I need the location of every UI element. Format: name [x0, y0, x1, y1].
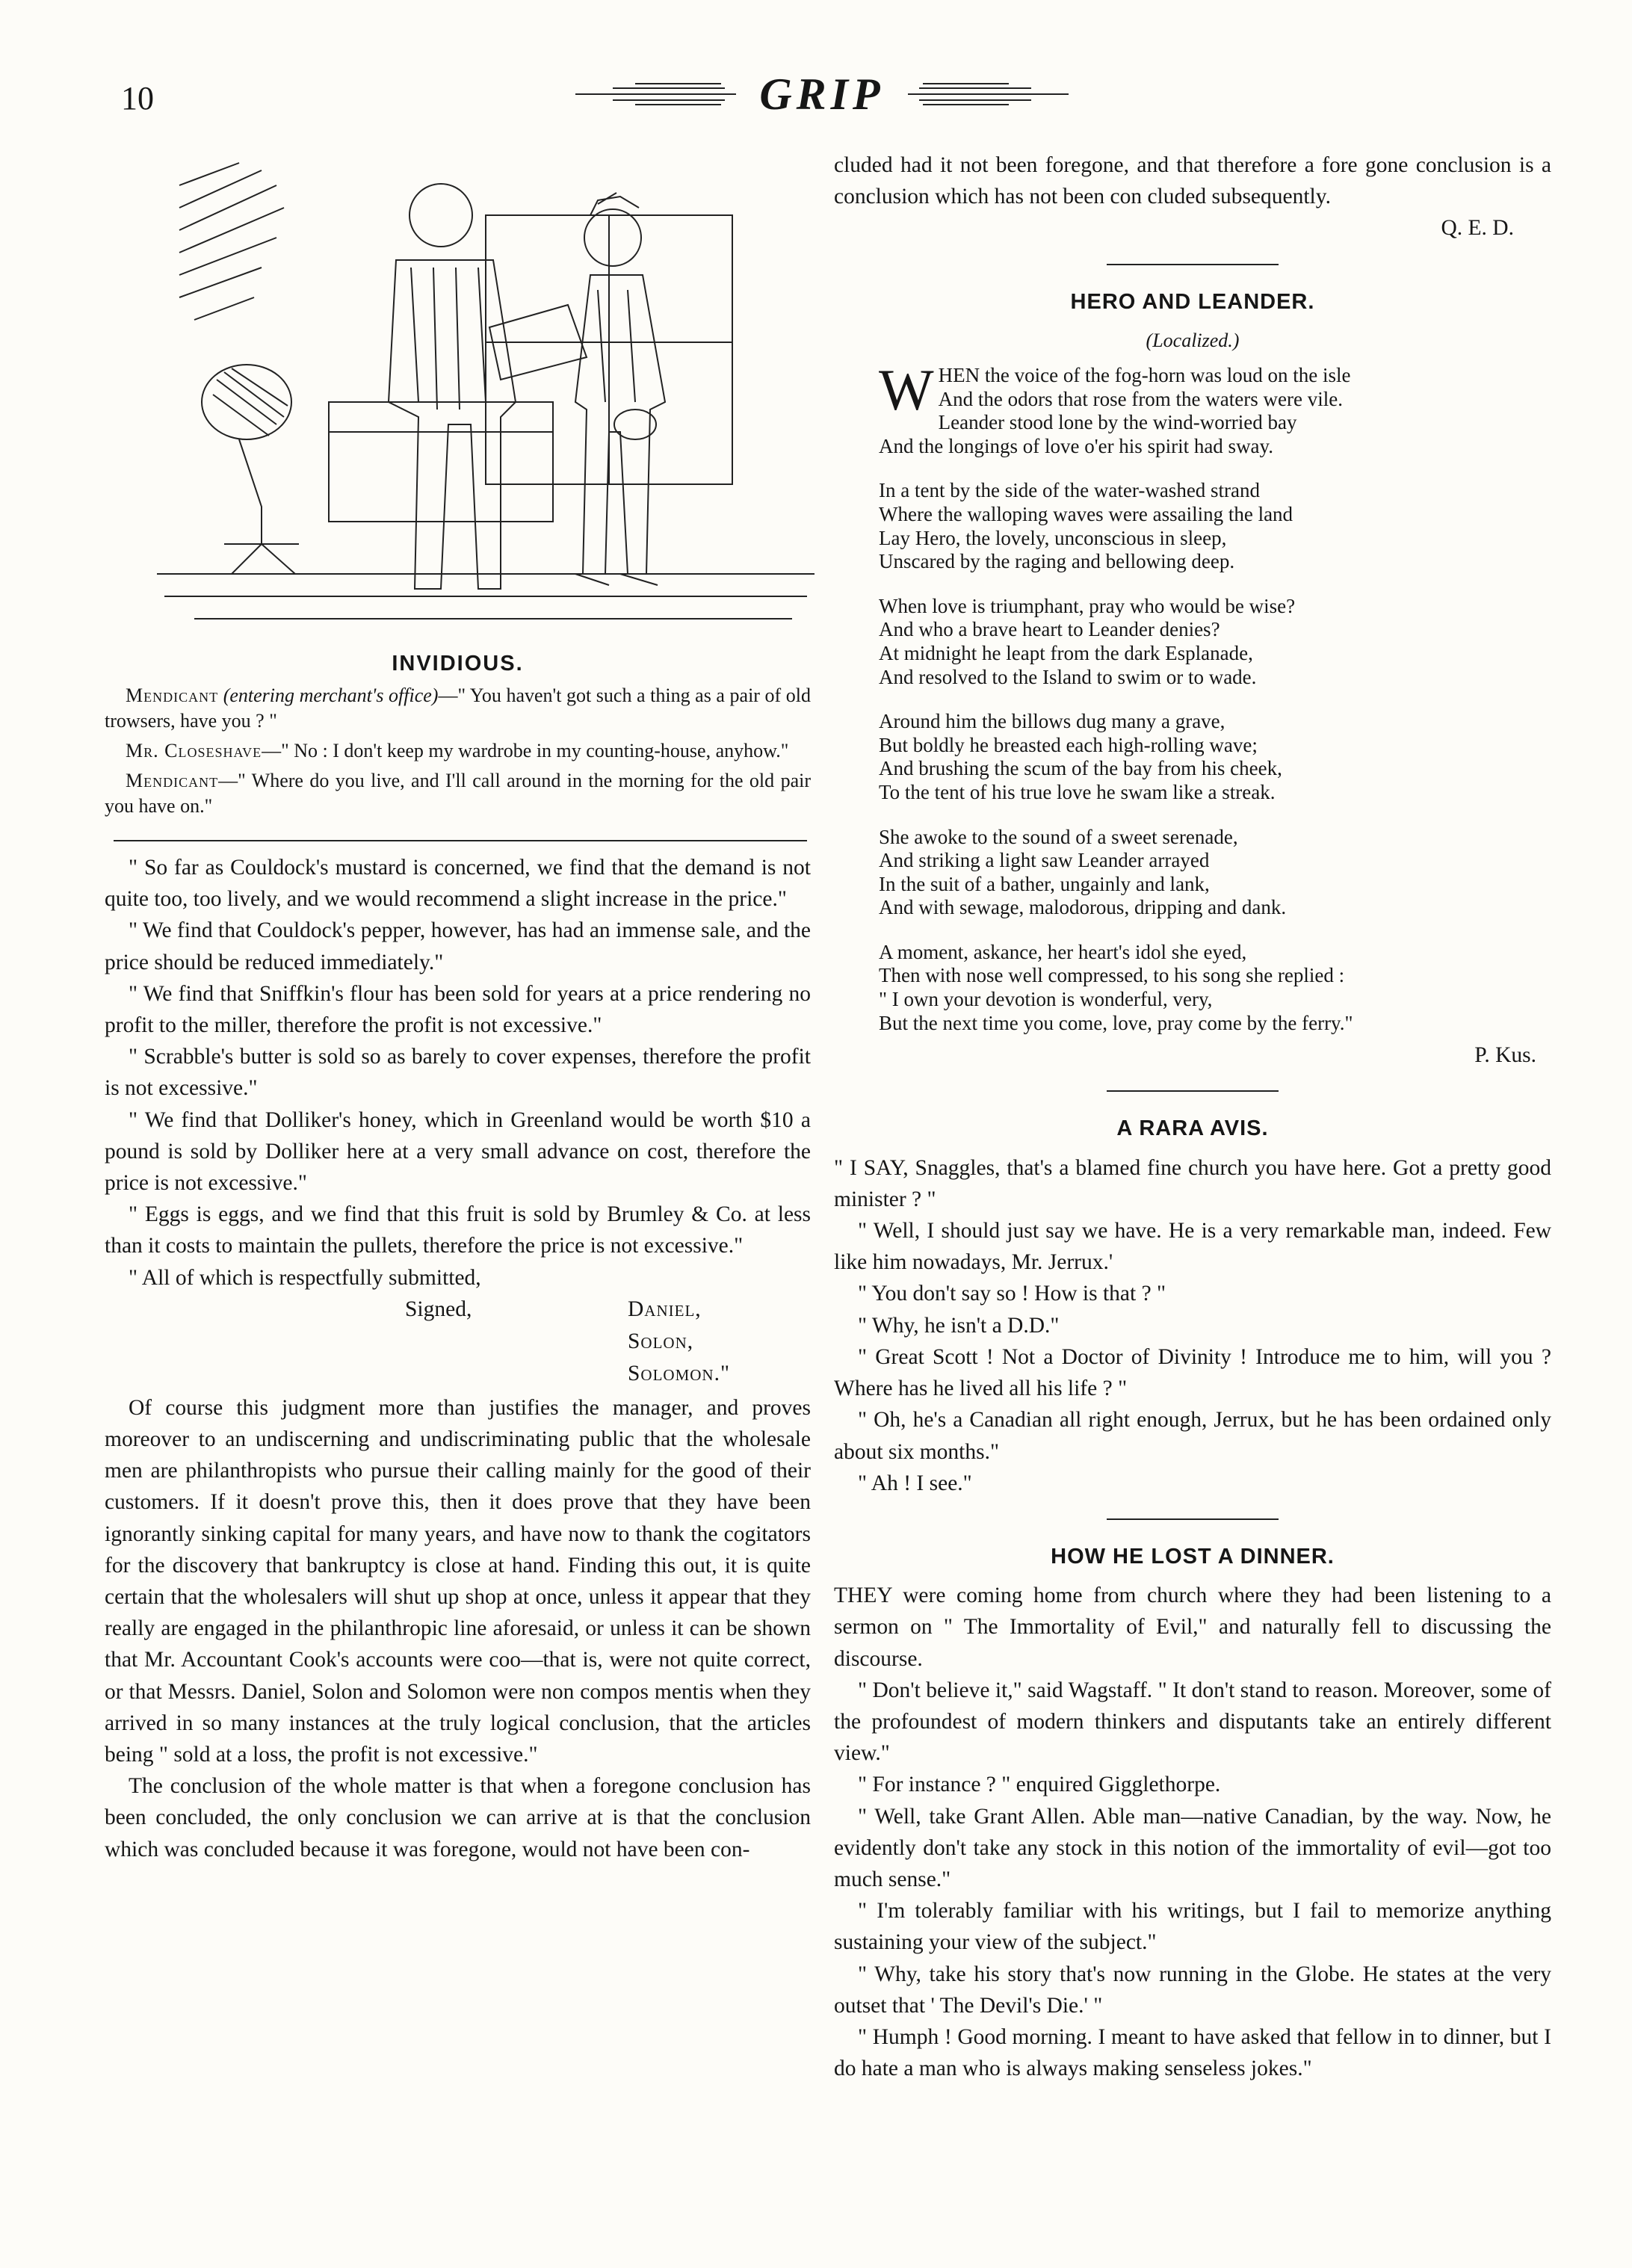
poem-line: Lay Hero, the lovely, unconscious in sleep, — [879, 526, 1227, 549]
poem-line: At midnight he leapt from the dark Esplanade, — [879, 641, 1253, 664]
poem-stanza — [879, 357, 1551, 458]
poem-line: A moment, askance, her heart's idol she eyed, — [879, 940, 1247, 963]
article-paragraph: " We find that Dolliker's honey, which in Greenland would be worth $10 a pound is sold by Dolliker here at a very small advance on cost, therefore the price is not excessive." — [105, 1107, 811, 1196]
article-paragraph: Of course this judgment more than justifies the manager, and proves moreover to an undiscerning and undiscriminating public that the wholesale men are philanthropists who pursue their calling mainly for the good of their customers. If it doesn't prove this, then it does prove that they have been ignorantly sinking capital for many years, and have now to thank the cogitators for the discovery that bankruptcy is close at hand. Finding this out, it is quite certain that the wholesalers will shut up shop at once, unless it appear that they really are engaged in the philanthropic line aforesaid, or unless it can be shown that Mr. Accountant Cook's accounts were coo—that is, were not quite correct, or that Messrs. Daniel, Solon and Solomon were non compos mentis when they arrived in so many instances at the truly logical conclusion, that the articles being " sold at a loss, the profit is not excessive." — [105, 1395, 811, 1767]
article-paragraph: " Scrabble's butter is sold so as barely to cover expenses, therefore the profit is not excessive." — [105, 1045, 811, 1101]
dinner-paragraph: " Why, take his story that's now running in the Globe. He states at the very outset that ' The Devil's Die.' " — [834, 1962, 1551, 2018]
continuation-paragraph: cluded had it not been foregone, and that therefore a fore gone conclusion is a conclusion which has not been con cluded subsequently. — [834, 153, 1551, 209]
hero-title: HERO AND LEANDER. — [1070, 289, 1315, 314]
dinner-paragraph: " For instance ? " enquired Gigglethorpe. — [858, 1773, 1221, 1797]
poem-line: In the suit of a bather, ungainly and lank, — [879, 872, 1210, 895]
article-paragraph: " Eggs is eggs, and we find that this fruit is sold by Brumley & Co. at less than it costs to maintain the pullets, therefore the price is not excessive." — [105, 1202, 811, 1258]
poem-line: And the odors that rose from the waters were vile. — [938, 387, 1343, 410]
dinner-paragraph: " I'm tolerably familiar with his writings, but I fail to memorize anything sustaining your view of the subject." — [834, 1899, 1551, 1955]
caption-text: —" Where do you live, and I'll call around in the morning for the old pair you have on." — [105, 770, 811, 817]
poem-line: Leander stood lone by the wind-worried bay — [938, 411, 1297, 434]
rara-paragraph: " I SAY, Snaggles, that's a blamed fine church you have here. Got a pretty good minister ? " — [834, 1155, 1551, 1211]
caption-line — [105, 683, 811, 734]
dinner-paragraph: THEY were coming home from church where they had been listening to a sermon on " The Immortality of Evil," and naturally fell to discussing the discourse. — [834, 1583, 1551, 1671]
article-paragraph: " All of which is respectfully submitted, — [129, 1265, 481, 1290]
continuation-sign-row — [834, 212, 1551, 244]
short-divider — [1107, 1090, 1279, 1092]
poem-line: " I own your devotion is wonderful, very, — [879, 988, 1213, 1011]
poem-line: HEN the voice of the fog-horn was loud on the isle — [938, 364, 1351, 387]
poem-line: And the longings of love o'er his spirit had sway. — [879, 434, 1274, 457]
rara-paragraph: " Why, he isn't a D.D." — [858, 1313, 1060, 1338]
dinner-paragraph: " Don't believe it," said Wagstaff. " It don't stand to reason. Moreover, some of the profoundest of modern thinkers and disputants take an entirely different view." — [834, 1678, 1551, 1766]
poem-line: Then with nose well compressed, to his song she replied : — [879, 964, 1345, 987]
poem-stanza — [879, 595, 1551, 689]
poem-line: But boldly he breasted each high-rolling wave; — [879, 733, 1258, 756]
poem-signature: P. Kus. — [1474, 1043, 1536, 1068]
masthead-title: GRIP — [759, 69, 885, 119]
left-article — [105, 852, 811, 1865]
rara-paragraph: " Oh, he's a Canadian all right enough, Jerrux, but he has been ordained only about six months." — [834, 1408, 1551, 1464]
poem-stanza — [879, 941, 1551, 1035]
poem-line: Unscared by the raging and bellowing deep. — [879, 550, 1235, 573]
right-column — [834, 149, 1551, 2084]
signatory-list — [628, 1294, 730, 1390]
poem-line: And brushing the scum of the bay from his cheek, — [879, 757, 1282, 780]
dinner-paragraph: " Well, take Grant Allen. Able man—native Canadian, by the way. Now, he evidently don't take any stock in this notion of the immortality of evil—got too much sense." — [834, 1804, 1551, 1891]
article-paragraph: The conclusion of the whole matter is that when a foregone conclusion has been concluded, the only conclusion we can arrive at is that the conclusion which was concluded because it was foregone, would not have been con- — [105, 1774, 811, 1861]
rara-paragraph: " You don't say so ! How is that ? " — [858, 1282, 1166, 1306]
signatory: Solomon." — [628, 1361, 730, 1385]
continuation-sign: Q. E. D. — [1441, 216, 1514, 241]
poem-line: When love is triumphant, pray who would be wise? — [879, 594, 1296, 617]
poem-line: But the next time you come, love, pray come by the ferry." — [879, 1011, 1353, 1034]
short-divider — [1107, 264, 1279, 265]
rara-paragraph: " Well, I should just say we have. He is a very remarkable man, indeed. Few like him nowadays, Mr. Jerrux.' — [834, 1219, 1551, 1275]
poem-line: And with sewage, malodorous, dripping and dank. — [879, 896, 1287, 919]
dinner-title: HOW HE LOST A DINNER. — [1051, 1544, 1335, 1569]
poem-line: Around him the billows dug many a grave, — [879, 710, 1225, 733]
rara-paragraph: " Ah ! I see." — [858, 1471, 972, 1495]
poem-line: And striking a light saw Leander arrayed — [879, 849, 1210, 872]
dinner-paragraph: " Humph ! Good morning. I meant to have asked that fellow in to dinner, but I do hate a man who is always making senseless jokes." — [834, 2024, 1551, 2081]
cartoon-caption — [105, 683, 811, 824]
caption-text: —" You haven't got such a thing as a pair of old trowsers, have you ? " — [105, 685, 811, 732]
poem-line: She awoke to the sound of a sweet serenade, — [879, 825, 1238, 848]
drop-cap: W — [879, 357, 934, 423]
article-paragraph: " We find that Sniffkin's flour has been sold for years at a price rendering no profit to the miller, therefore the profit is not excessive." — [105, 981, 811, 1038]
poem-line: And resolved to the Island to swim or to wade. — [879, 665, 1257, 688]
caption-line — [105, 738, 811, 764]
caption-text: —" No : I don't keep my wardrobe in my counting-house, anyhow." — [262, 740, 789, 761]
cartoon-merchant-and-mendicant-icon — [149, 155, 822, 649]
caption-speaker: Mendicant — [126, 685, 219, 706]
signatory: Daniel, — [628, 1297, 702, 1321]
caption-speaker: Mr. Closeshave — [126, 740, 262, 761]
signatory: Solon, — [628, 1329, 694, 1353]
hero-poem — [879, 357, 1551, 1035]
hero-subtitle: (Localized.) — [1146, 329, 1240, 351]
rara-title: A RARA AVIS. — [1116, 1116, 1269, 1141]
poem-stanza — [879, 826, 1551, 920]
caption-title: INVIDIOUS. — [392, 652, 524, 676]
poem-line: To the tent of his true love he swam like a streak. — [879, 780, 1276, 803]
article-paragraph: " So far as Couldock's mustard is concerned, we find that the demand is not quite too, too lively, and we would recommend a slight increase in the price." — [105, 856, 811, 912]
poem-stanza — [879, 479, 1551, 573]
poem-line: Where the walloping waves were assailing the land — [879, 502, 1293, 525]
poem-line: In a tent by the side of the water-washed strand — [879, 479, 1261, 502]
caption-stage-direction: (entering merchant's office) — [223, 685, 439, 706]
poem-stanza — [879, 710, 1551, 804]
page-number: 10 — [121, 80, 154, 117]
article-paragraph: " We find that Couldock's pepper, however, has had an immense sale, and the price should be reduced immediately." — [105, 918, 811, 974]
signed-label: Signed, — [405, 1297, 472, 1321]
rara-paragraph: " Great Scott ! Not a Doctor of Divinity ! Introduce me to him, will you ? Where has he lived all his life ? " — [834, 1344, 1551, 1401]
poem-line: And who a brave heart to Leander denies? — [879, 618, 1220, 641]
caption-speaker: Mendicant — [126, 770, 219, 791]
short-divider — [1107, 1518, 1279, 1520]
caption-line — [105, 768, 811, 819]
masthead — [560, 69, 1084, 121]
cartoon-illustration — [149, 155, 822, 649]
section-divider — [114, 840, 807, 841]
signature-block — [105, 1294, 811, 1392]
